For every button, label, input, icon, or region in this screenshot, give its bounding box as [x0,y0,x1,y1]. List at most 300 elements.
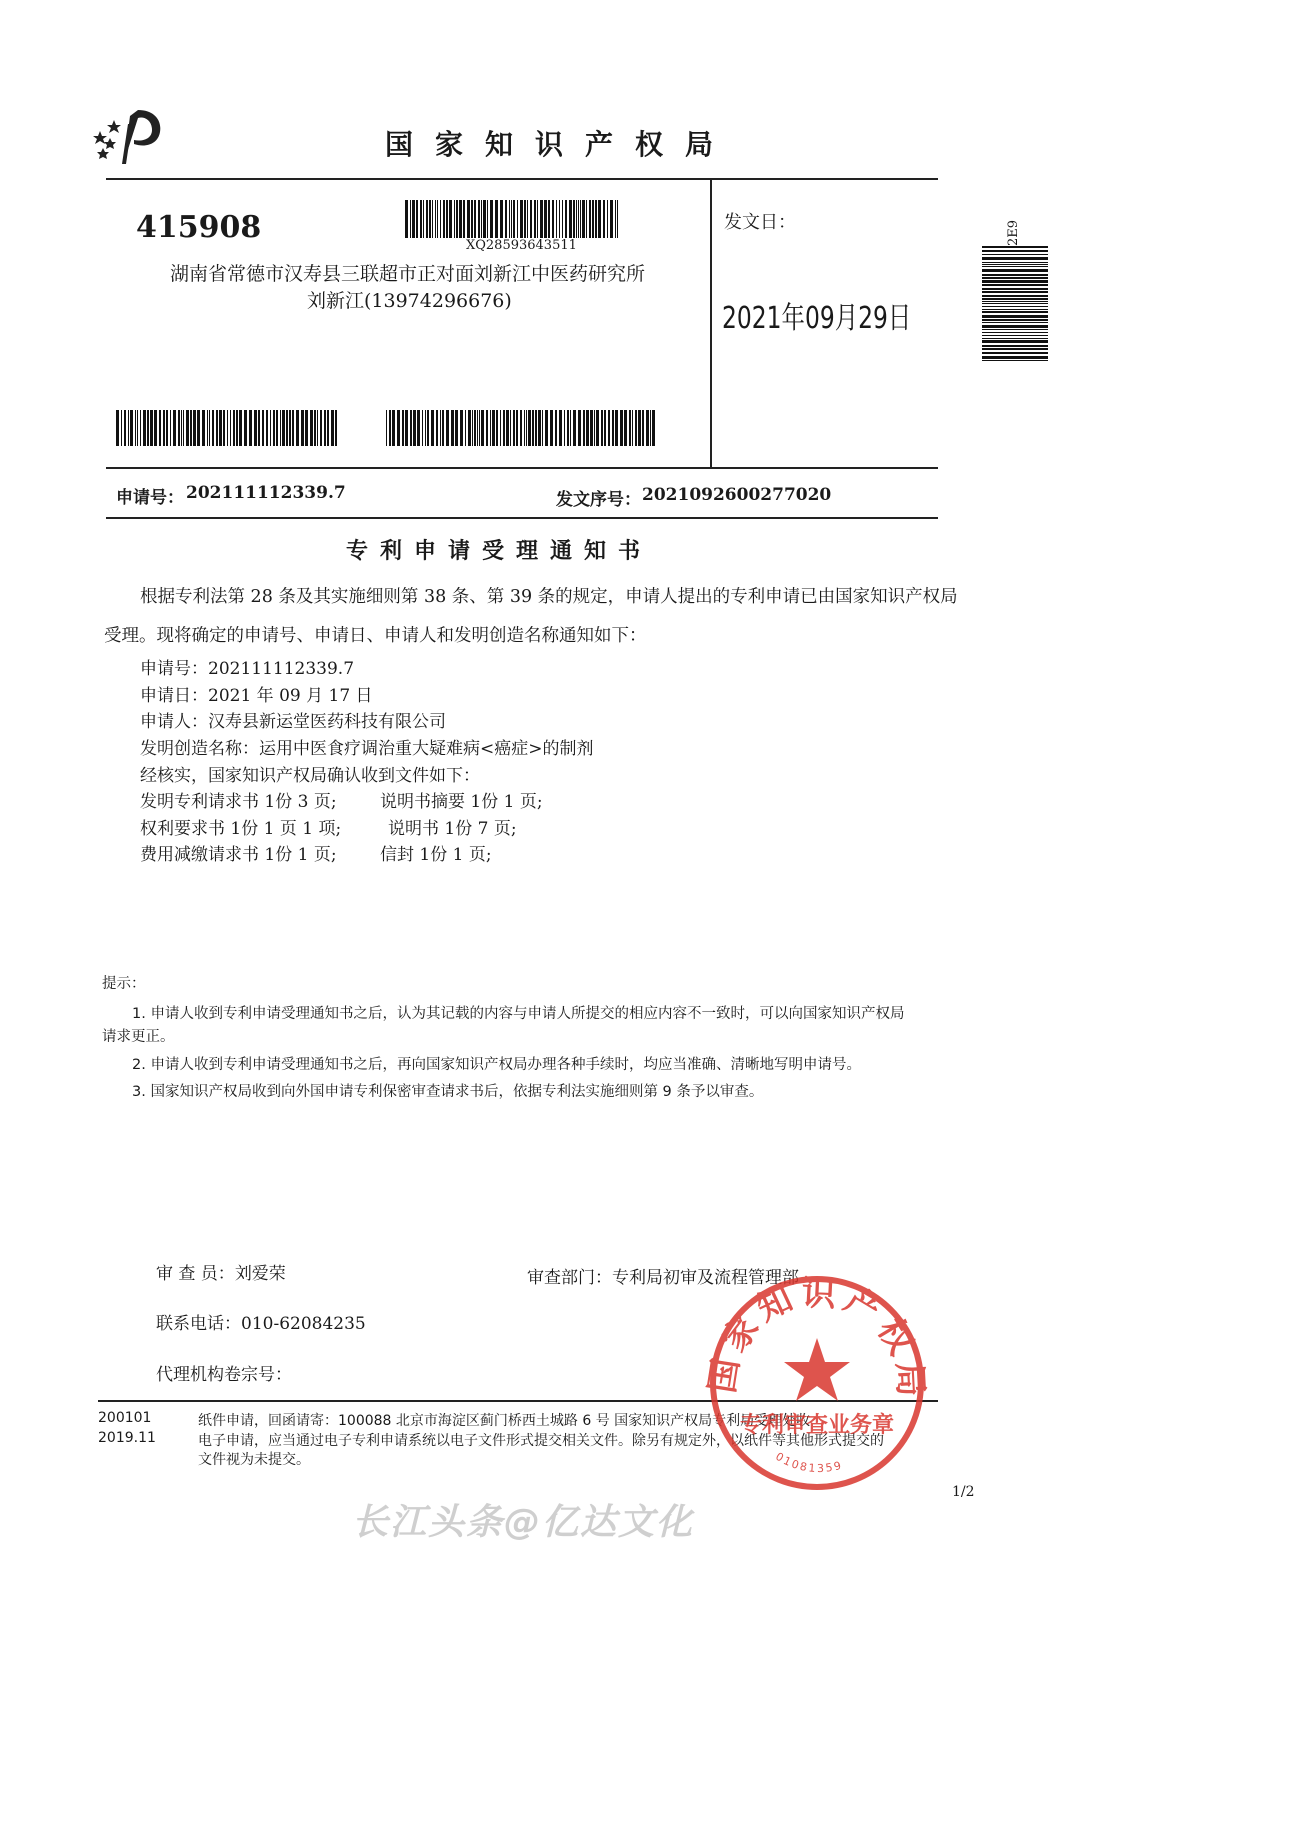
barcode-bar [567,410,569,446]
barcode-bar [615,410,618,446]
barcode-bar [982,309,1048,310]
barcode-bar [982,264,1048,265]
barcode-bar [170,410,171,446]
field-filing-date [140,681,373,706]
intro-line-2: 受理。现将确定的申请号、申请日、申请人和发明创造名称通知如下： [104,626,647,646]
barcode-bar [410,410,412,446]
barcode-bar [552,200,554,238]
tips-heading: 提示： [102,976,146,992]
application-no-label: 申请号： [116,488,184,508]
barcode-bar [516,410,518,446]
barcode-bar [562,200,563,238]
address-line: 湖南省常德市汉寿县三联超市正对面刘新江中医药研究所 [170,263,646,285]
doc-serial-value: 2021092600277020 [642,485,832,505]
barcode-bar [437,200,438,238]
field-application-no [140,654,354,679]
barcode-bar [982,257,1048,260]
barcode-bar [130,410,133,446]
field-label: 发明创造名称： [140,739,259,759]
barcode-bar [545,410,548,446]
barcode-bar [440,200,441,238]
barcode-bar [982,306,1048,307]
barcode-bar [429,200,431,238]
barcode-bar [624,410,627,446]
barcode-bar [270,410,271,446]
barcode-bar [583,410,585,446]
barcode-bar [468,410,471,446]
barcode-bar [478,200,480,238]
barcode-bar [982,298,1048,300]
confirm-line: 经核实，国家知识产权局确认收到文件如下： [140,766,480,786]
barcode-bar [632,410,633,446]
barcode-bar [230,410,231,446]
barcode-bar [982,315,1048,318]
recipient-line: 刘新江(13974296676) [307,290,512,312]
barcode-bar [982,322,1048,323]
barcode-bar [335,410,337,446]
barcode-bar [389,410,391,446]
examiner-row [156,1259,286,1284]
barcode-bar [509,200,510,238]
barcode-bar [432,200,433,238]
barcode-bar [392,410,395,446]
form-date: 2019.11 [98,1430,156,1446]
barcode-bar [982,332,1048,333]
form-code: 200101 [98,1410,152,1426]
barcode-bar [289,410,291,446]
intro-line-1: 根据专利法第 28 条及其实施细则第 38 条、第 39 条的规定，申请人提出的专利申请已由国家知识产权局 [140,587,958,607]
barcode-bar [589,200,591,238]
barcode-bar [590,410,593,446]
barcode-bar [443,200,445,238]
barcode-bar [216,410,218,446]
barcode-bar [472,410,473,446]
barcode-bar [471,200,473,238]
barcode-bar [223,410,225,446]
barcode-bar [535,410,537,446]
barcode-bar [532,410,534,446]
barcode-bar [487,200,488,238]
barcode-bar [528,410,531,446]
barcode-bar [569,200,572,238]
barcode-bar [159,410,161,446]
barcode-bar [511,200,512,238]
barcode-bar [479,410,480,446]
barcode-bar [530,200,532,238]
barcode-bar [982,329,1048,330]
barcode-bar [490,410,491,446]
doc-row-1-left: 发明专利请求书 1份 3 页; [140,792,337,812]
barcode-bar [490,200,493,238]
barcode-bar [128,410,129,446]
barcode-bar [413,410,416,446]
doc-row-3-left: 费用减缴请求书 1份 1 页; [140,845,337,865]
barcode-bar [317,410,318,446]
barcode-bar [982,303,1048,304]
tracking-barcode [405,200,623,238]
barcode-bar [150,410,153,446]
barcode-bar [982,360,1048,361]
barcode-bar [410,200,411,238]
barcode-bar [635,410,637,446]
barcode-caption: XQ28593643511 [466,238,577,253]
barcode-bar [227,410,228,446]
barcode-bar [181,410,182,446]
examiner-label: 审 查 员： [156,1264,235,1284]
barcode-bar [544,200,547,238]
side-code: 2E9 [1006,219,1021,246]
barcode-bar [578,200,579,238]
barcode-bar [596,410,599,446]
barcode-bar [573,200,575,238]
barcode-bar [982,348,1048,350]
barcode-bar [417,410,420,446]
barcode-bar [431,410,434,446]
barcode-bar [607,200,608,238]
barcode-bar [520,410,522,446]
barcode-bar [282,410,285,446]
barcode-bar [166,410,168,446]
barcode-bar [190,410,192,446]
routing-barcode-right [386,410,658,446]
barcode-bar [982,345,1048,347]
footer-line-2: 电子申请，应当通过电子专利申请系统以电子文件形式提交相关文件。除另有规定外，以纸件等其他形式提交的 [198,1433,884,1449]
barcode-bar [629,410,631,446]
barcode-bar [603,200,605,238]
barcode-bar [449,200,452,238]
barcode-bar [207,410,208,446]
barcode-bar [197,410,200,446]
barcode-bar [556,200,557,238]
barcode-bar [527,200,528,238]
barcode-bar [147,410,149,446]
barcode-bar [582,200,585,238]
official-seal [704,1270,930,1496]
barcode-bar [594,410,595,446]
barcode-bar [982,301,1048,302]
header-divider [710,178,712,468]
barcode-bar [402,410,404,446]
barcode-bar [982,274,1048,276]
footer-line-1: 纸件申请，回函请寄：100088 北京市海淀区蓟门桥西土城路 6 号 国家知识产权局专利局受理处收 [198,1413,811,1429]
side-barcode [982,246,1048,366]
svg-text:国家知识产权局: 国家知识产权局 [704,1273,930,1404]
barcode-bar [548,200,550,238]
field-value: 运用中医食疗调治重大疑难病<癌症>的制剂 [259,739,594,759]
field-label: 申请号： [140,659,208,679]
barcode-bar [320,410,322,446]
barcode-bar [559,200,560,238]
barcode-bar [397,410,400,446]
barcode-bar [505,200,507,238]
barcode-bar [982,250,1048,252]
barcode-bar [982,291,1048,293]
barcode-bar [116,410,119,446]
barcode-bar [327,410,329,446]
barcode-bar [982,280,1048,283]
phone-value: 010-62084235 [241,1314,366,1334]
reference-rule [106,517,938,519]
office-title: 国家知识产权局 [385,128,736,161]
header-top-rule [106,178,938,180]
barcode-bar [463,200,465,238]
barcode-bar [608,410,610,446]
barcode-bar [503,410,505,446]
barcode-bar [555,410,557,446]
barcode-bar [459,200,462,238]
barcode-bar [565,200,567,238]
barcode-bar [405,410,408,446]
barcode-bar [982,266,1048,267]
barcode-bar [193,410,196,446]
barcode-bar [982,277,1048,279]
barcode-bar [422,410,423,446]
barcode-bar [559,410,562,446]
dept-value: 专利局初审及流程管理部 [612,1268,799,1288]
barcode-bar [456,200,458,238]
barcode-bar [212,410,214,446]
barcode-bar [601,410,603,446]
barcode-bar [483,200,486,238]
agency-label: 代理机构卷宗号： [156,1365,292,1385]
barcode-bar [592,200,594,238]
field-value: 2021 年 09 月 17 日 [208,686,373,706]
barcode-bar [465,410,466,446]
barcode-bar [526,410,527,446]
barcode-bar [652,410,655,446]
notice-title: 专利申请受理通知书 [346,539,653,564]
barcode-bar [982,335,1048,336]
barcode-bar [578,410,581,446]
barcode-bar [436,410,438,446]
barcode-bar [481,410,484,446]
barcode-bar [486,410,488,446]
barcode-bar [135,410,136,446]
barcode-bar [646,410,649,446]
barcode-bar [426,200,428,238]
barcode-bar [982,269,1048,272]
barcode-bar [982,325,1048,328]
field-value: 汉寿县新运堂医药科技有限公司 [208,712,446,732]
barcode-bar [520,200,523,238]
barcode-bar [301,410,304,446]
barcode-bar [451,410,454,446]
barcode-bar [524,200,526,238]
mail-code: 415908 [136,210,262,245]
barcode-bar [440,410,441,446]
barcode-bar [524,410,525,446]
barcode-bar [477,410,478,446]
barcode-bar [982,254,1048,255]
barcode-bar [236,410,238,446]
barcode-bar [446,410,449,446]
barcode-bar [586,410,589,446]
barcode-bar [405,200,408,238]
tip-3: 3. 国家知识产权局收到向外国申请专利保密审查请求书后，依据专利法实施细则第 9 条予以审查。 [132,1084,764,1100]
barcode-bar [143,410,146,446]
barcode-bar [598,200,601,238]
barcode-bar [610,200,613,238]
cnipa-emblem-icon [88,104,168,166]
barcode-bar [249,410,252,446]
barcode-bar [538,410,541,446]
tip-2: 2. 申请人收到专利申请受理通知书之后，再向国家知识产权局办理各种手续时，均应当准确、清晰地写明申请号。 [132,1057,861,1073]
barcode-bar [163,410,165,446]
barcode-bar [266,410,268,446]
barcode-bar [244,410,247,446]
tip-1-line-2: 请求更正。 [102,1029,175,1045]
barcode-bar [420,200,422,238]
barcode-bar [460,410,463,446]
barcode-bar [982,288,1048,290]
doc-row-3-right: 信封 1份 1 页; [380,845,492,865]
barcode-bar [286,410,288,446]
barcode-bar [425,410,426,446]
barcode-bar [570,410,571,446]
barcode-bar [331,410,334,446]
barcode-bar [982,338,1048,339]
barcode-bar [137,410,138,446]
barcode-bar [324,410,326,446]
tip-1-line-1: 1. 申请人收到专利申请受理通知书之后，认为其记载的内容与申请人所提交的相应内容不一致时，可以向国家知识产权局 [132,1006,905,1022]
barcode-bar [412,200,415,238]
barcode-bar [173,410,176,446]
doc-row-2-left: 权利要求书 1份 1 页 1 项; [140,819,342,839]
barcode-bar [209,410,210,446]
barcode-bar [510,410,511,446]
barcode-bar [586,200,587,238]
doc-row-2-right: 说明书 1份 7 页; [388,819,517,839]
barcode-bar [280,410,281,446]
barcode-bar [423,200,424,238]
barcode-bar [550,410,553,446]
barcode-bar [186,410,189,446]
barcode-bar [254,410,257,446]
barcode-bar [386,410,387,446]
barcode-bar [474,200,476,238]
footer-line-3: 文件视为未提交。 [198,1452,310,1468]
barcode-bar [495,200,498,238]
barcode-bar [612,410,614,446]
barcode-bar [262,410,264,446]
barcode-bar [121,410,122,446]
barcode-bar [178,410,180,446]
barcode-bar [455,410,458,446]
barcode-bar [540,200,543,238]
barcode-bar [500,410,501,446]
barcode-bar [474,410,476,446]
issue-date-label: 发文日： [724,212,796,233]
barcode-bar [467,200,470,238]
barcode-bar [513,200,515,238]
barcode-bar [617,200,618,238]
barcode-bar [982,352,1048,354]
barcode-bar [542,410,543,446]
examiner-name: 刘爱荣 [234,1264,286,1284]
barcode-bar [642,410,644,446]
phone-row [156,1309,366,1334]
issue-date-value: 2021年09月29日 [722,301,912,336]
barcode-bar [496,410,498,446]
phone-label: 联系电话： [156,1314,241,1334]
barcode-bar [273,410,275,446]
barcode-bar [219,410,222,446]
barcode-bar [481,200,482,238]
barcode-bar [517,200,518,238]
barcode-bar [435,200,436,238]
svg-text:01081359: 01081359 [773,1449,845,1476]
barcode-bar [258,410,260,446]
barcode-bar [982,340,1048,343]
barcode-bar [124,410,126,446]
barcode-bar [982,284,1048,286]
barcode-bar [982,246,1048,248]
barcode-bar [492,410,495,446]
barcode-bar [500,200,503,238]
barcode-bar [615,200,616,238]
barcode-bar [650,410,651,446]
barcode-bar [573,410,576,446]
barcode-bar [982,311,1048,313]
barcode-bar [427,410,429,446]
barcode-bar [982,356,1048,359]
barcode-bar [537,200,538,238]
field-label: 申请日： [140,686,208,706]
application-no-value: 202111112339.7 [186,483,346,503]
page-number: 1/2 [952,1484,975,1500]
header-bottom-rule [106,467,938,469]
barcode-bar [296,410,299,446]
barcode-bar [576,200,577,238]
barcode-bar [442,410,444,446]
barcode-bar [276,410,278,446]
watermark: 长江头条@亿达文化 [352,1502,695,1543]
barcode-bar [604,410,606,446]
field-invention-title [140,734,594,759]
barcode-bar [506,410,509,446]
barcode-bar [620,410,623,446]
barcode-bar [580,200,581,238]
barcode-bar [638,410,641,446]
barcode-bar [305,410,308,446]
svg-text:专利审查业务章: 专利审查业务章 [739,1413,895,1438]
barcode-bar [982,262,1048,263]
barcode-bar [314,410,316,446]
barcode-bar [140,410,141,446]
barcode-bar [416,200,418,238]
barcode-bar [202,410,205,446]
barcode-bar [292,410,294,446]
doc-row-1-right: 说明书摘要 1份 1 页; [380,792,543,812]
dept-label: 审查部门： [527,1268,612,1288]
barcode-bar [183,410,184,446]
doc-serial-label: 发文序号： [556,490,641,510]
barcode-bar [154,410,157,446]
barcode-bar [239,410,242,446]
field-applicant [140,707,446,732]
barcode-bar [595,200,597,238]
field-label: 申请人： [140,712,208,732]
barcode-bar [233,410,235,446]
routing-barcode-left [116,410,340,446]
barcode-bar [310,410,313,446]
barcode-bar [564,410,565,446]
barcode-bar [446,200,448,238]
field-value: 202111112339.7 [208,659,355,679]
barcode-bar [454,200,455,238]
barcode-bar [982,295,1048,297]
barcode-bar [513,410,515,446]
